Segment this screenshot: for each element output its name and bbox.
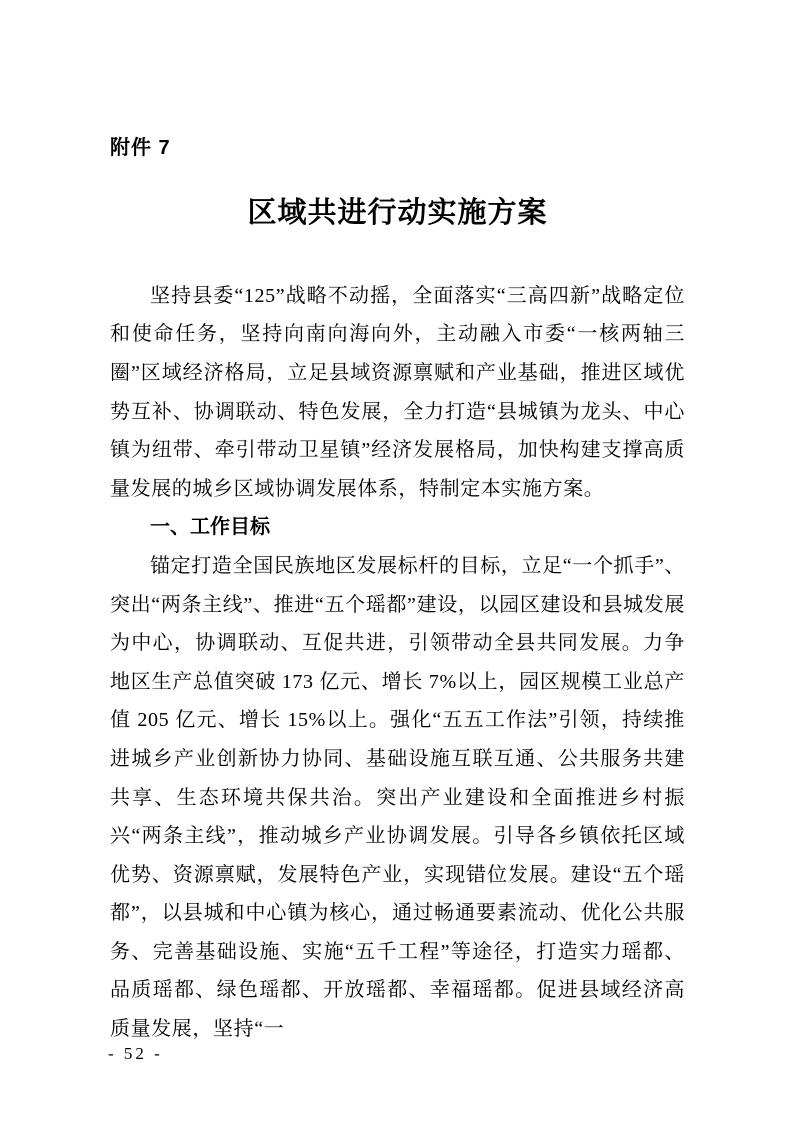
section-heading-work-goals: 一、工作目标 [150,516,270,539]
attachment-label: 附件 7 [110,137,171,159]
body-paragraph-1: 坚持县委“125”战略不动摇，全面落实“三高四新”战略定位和使命任务，坚持向南向海向外，主动融入市委“一核两轴三圈”区域经济格局，立足县域资源禀赋和产业基础，推进区域优势互补、协调联动、特色发展，全力打造“县城镇为龙头、中心镇为纽带、牵引带动卫星镇”经济发展格局，加快构建支撑高质量发展的城乡区域协调发展体系，特制定本实施方案。 [110,284,685,500]
page-number: - 52 - [108,1044,163,1063]
body-paragraph-2: 锚定打造全国民族地区发展标杆的目标，立足“一个抓手”、突出“两条主线”、推进“五个瑶都”建设，以园区建设和县城发展为中心，协调联动、互促共进，引领带动全县共同发展。力争地区生产总值突破 173 亿元、增长 7%以上，园区规模工业总产值 205 亿元、增长 15%以上。强化“五五工作法”引领，持续推进城乡产业创新协力协同、基础设施互联互通、公共服务共建共享、生态环境共保共治。突出产业建设和全面推进乡村振兴“两条主线”，推动城乡产业协调发展。引导各乡镇依托区域优势、资源禀赋，发展特色产业，实现错位发展。建设“五个瑶都”，以县城和中心镇为核心，通过畅通要素流动、优化公共服务、完善基础设施、实施“五千工程”等途径，打造实力瑶都、品质瑶都、绿色瑶都、开放瑶都、幸福瑶都。促进县域经济高质量发展，坚持“一 [110,554,685,1041]
document-title: 区域共进行动实施方案 [247,197,548,229]
